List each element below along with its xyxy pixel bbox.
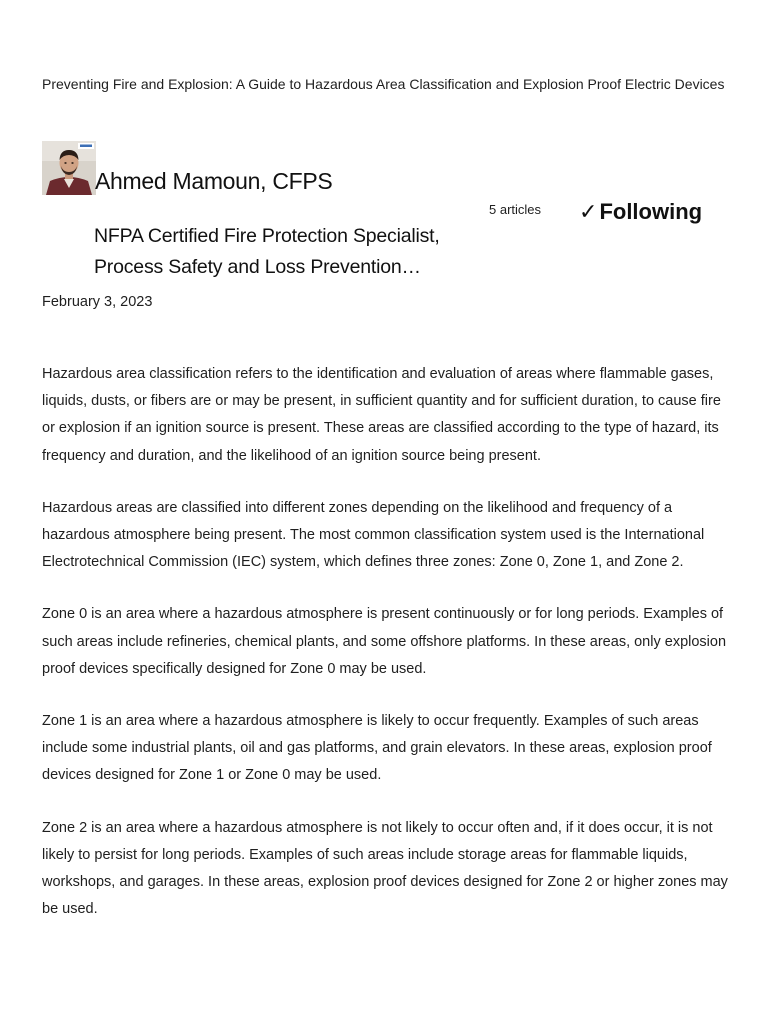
author-headline: NFPA Certified Fire Protection Specialist, Process Safety and Loss Prevention… [94, 225, 440, 278]
body-paragraph: Hazardous areas are classified into different zones depending on the likelihood and frequency of a hazardous atmosphere being present. The most common classification system used is the International Electrotechnical Commission (IEC) system, which defines three zones: Zone 0, Zone 1, and Zone 2. [42, 499, 705, 571]
author-name[interactable]: Ahmed Mamoun, CFPS [95, 168, 333, 194]
following-label: Following [599, 199, 703, 224]
body-paragraph: Zone 0 is an area where a hazardous atmosphere is present continuously or for long periods. Examples of such areas include refineries, chemical plants, and some offshore platforms. In these areas, only explosion proof devices specifically designed for Zone 0 may be used. [42, 606, 727, 677]
following-button[interactable] [579, 199, 702, 225]
profile-photo-icon [42, 141, 96, 195]
article-count[interactable]: 5 articles [489, 202, 542, 217]
body-paragraph: Zone 1 is an area where a hazardous atmosphere is likely to occur frequently. Examples of such areas include some industrial plants, oil and gas platforms, and grain elevators. In these areas, explosion proof devices designed for Zone 1 or Zone 0 may be used. [42, 713, 712, 784]
checkmark-icon: ✓ [579, 199, 598, 224]
publish-date: February 3, 2023 [42, 294, 153, 310]
body-paragraph: Zone 2 is an area where a hazardous atmosphere is not likely to occur often and, if it does occur, it is not likely to persist for long periods. Examples of such areas include storage areas for flammable liquids, workshops, and garages. In these areas, explosion proof devices designed for Zone 2 or higher zones may be used. [42, 819, 728, 918]
author-avatar[interactable] [42, 141, 96, 195]
body-paragraph: Hazardous area classification refers to the identification and evaluation of areas where flammable gases, liquids, dusts, or fibers are or may be present, in sufficient quantity and for sufficient duration, to cause fire or explosion if an ignition source is present. These areas are classified according to the type of hazard, its frequency and duration, and the likelihood of an ignition source being present. [42, 366, 721, 464]
article-body [42, 361, 732, 948]
article-title: Preventing Fire and Explosion: A Guide to Hazardous Area Classification and Explosion Proof Electric Devices [42, 76, 725, 92]
